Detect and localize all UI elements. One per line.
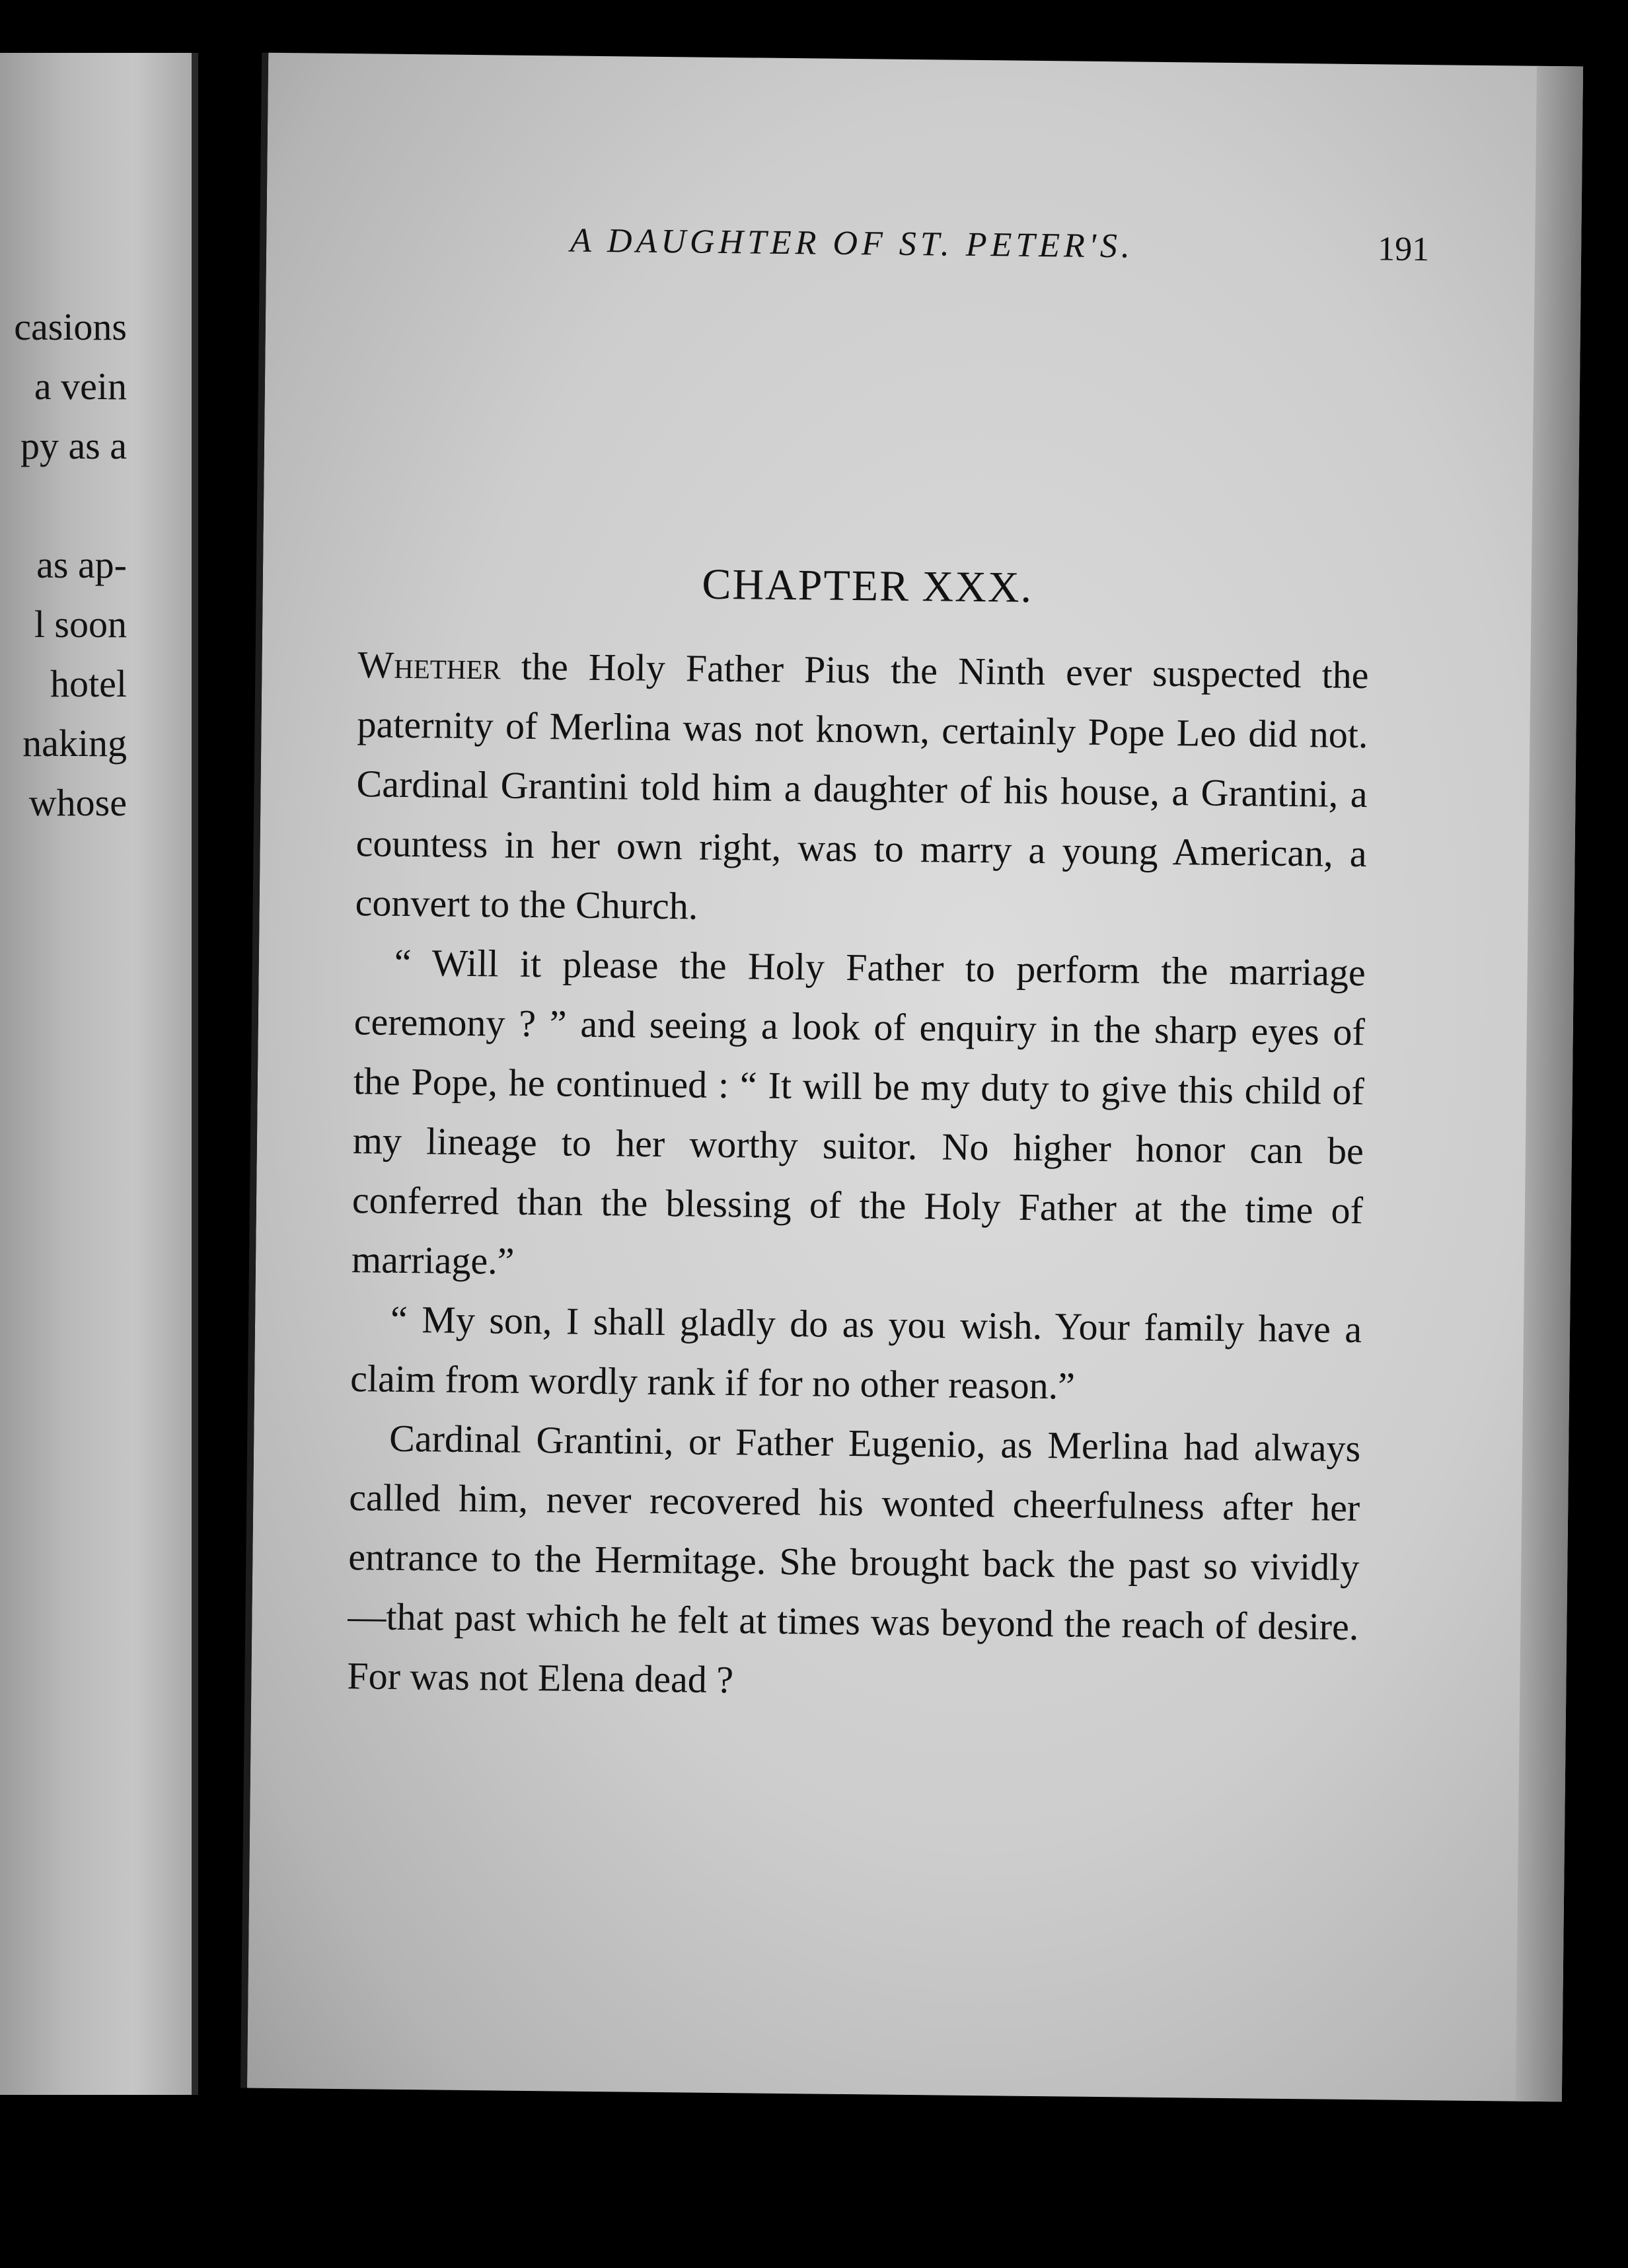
paragraph: Cardinal Grantini, or Father Eugenio, as Merlina had always called him, never recovered his wonted cheerfulness after her entrance to the Hermitage. She brought back the past so vividly—that past which he felt at times was beyond the reach of desire. For was not Elena dead ? xyxy=(347,1416,1361,1702)
running-head xyxy=(570,221,1430,284)
previous-page-line: whose xyxy=(28,781,127,824)
previous-page-line: a vein xyxy=(34,365,127,408)
page-number: 191 xyxy=(1377,230,1430,269)
paragraph: “ Will it please the Holy Father to perform the marriage ceremony ? ” and seeing a look of enquiry in the sharp eyes of the Pope, he continued : “ It will be my duty to give this child of my lineage to her worthy suitor. No higher honor can be conferred than the blessing of the Holy Father at the time of marriage.” xyxy=(351,940,1366,1283)
paragraph-lead-word: Whether xyxy=(357,643,501,688)
previous-page-gap xyxy=(0,476,127,535)
previous-page-text xyxy=(0,297,127,833)
previous-page-line: hotel xyxy=(50,662,127,705)
paragraph-text: the Holy Father Pius the Ninth ever suspected the paternity of Merlina was not known, certainly Pope Leo did not. Cardinal Grantini told him a daughter of his house, a Grantini, a countess in her own right, was to marry a young American, a convert to the Church. xyxy=(355,644,1369,928)
running-head-title: A DAUGHTER OF ST. PETER'S. xyxy=(570,221,1134,266)
previous-page-line: naking xyxy=(22,722,127,765)
previous-page-line: casions xyxy=(14,305,127,348)
paragraph: “ My son, I shall gladly do as you wish. Your family have a claim from wordly rank if for no other reason.” xyxy=(350,1297,1362,1408)
paragraph xyxy=(355,635,1369,943)
previous-page-line: py as a xyxy=(20,424,127,467)
page-edge xyxy=(1516,66,1583,2102)
chapter-heading: CHAPTER XXX. xyxy=(702,560,1033,612)
body-text xyxy=(347,635,1369,1716)
previous-page-line: as ap- xyxy=(36,543,127,586)
previous-page-line: l soon xyxy=(34,603,127,646)
book-page xyxy=(240,53,1583,2102)
previous-page xyxy=(0,53,198,2095)
